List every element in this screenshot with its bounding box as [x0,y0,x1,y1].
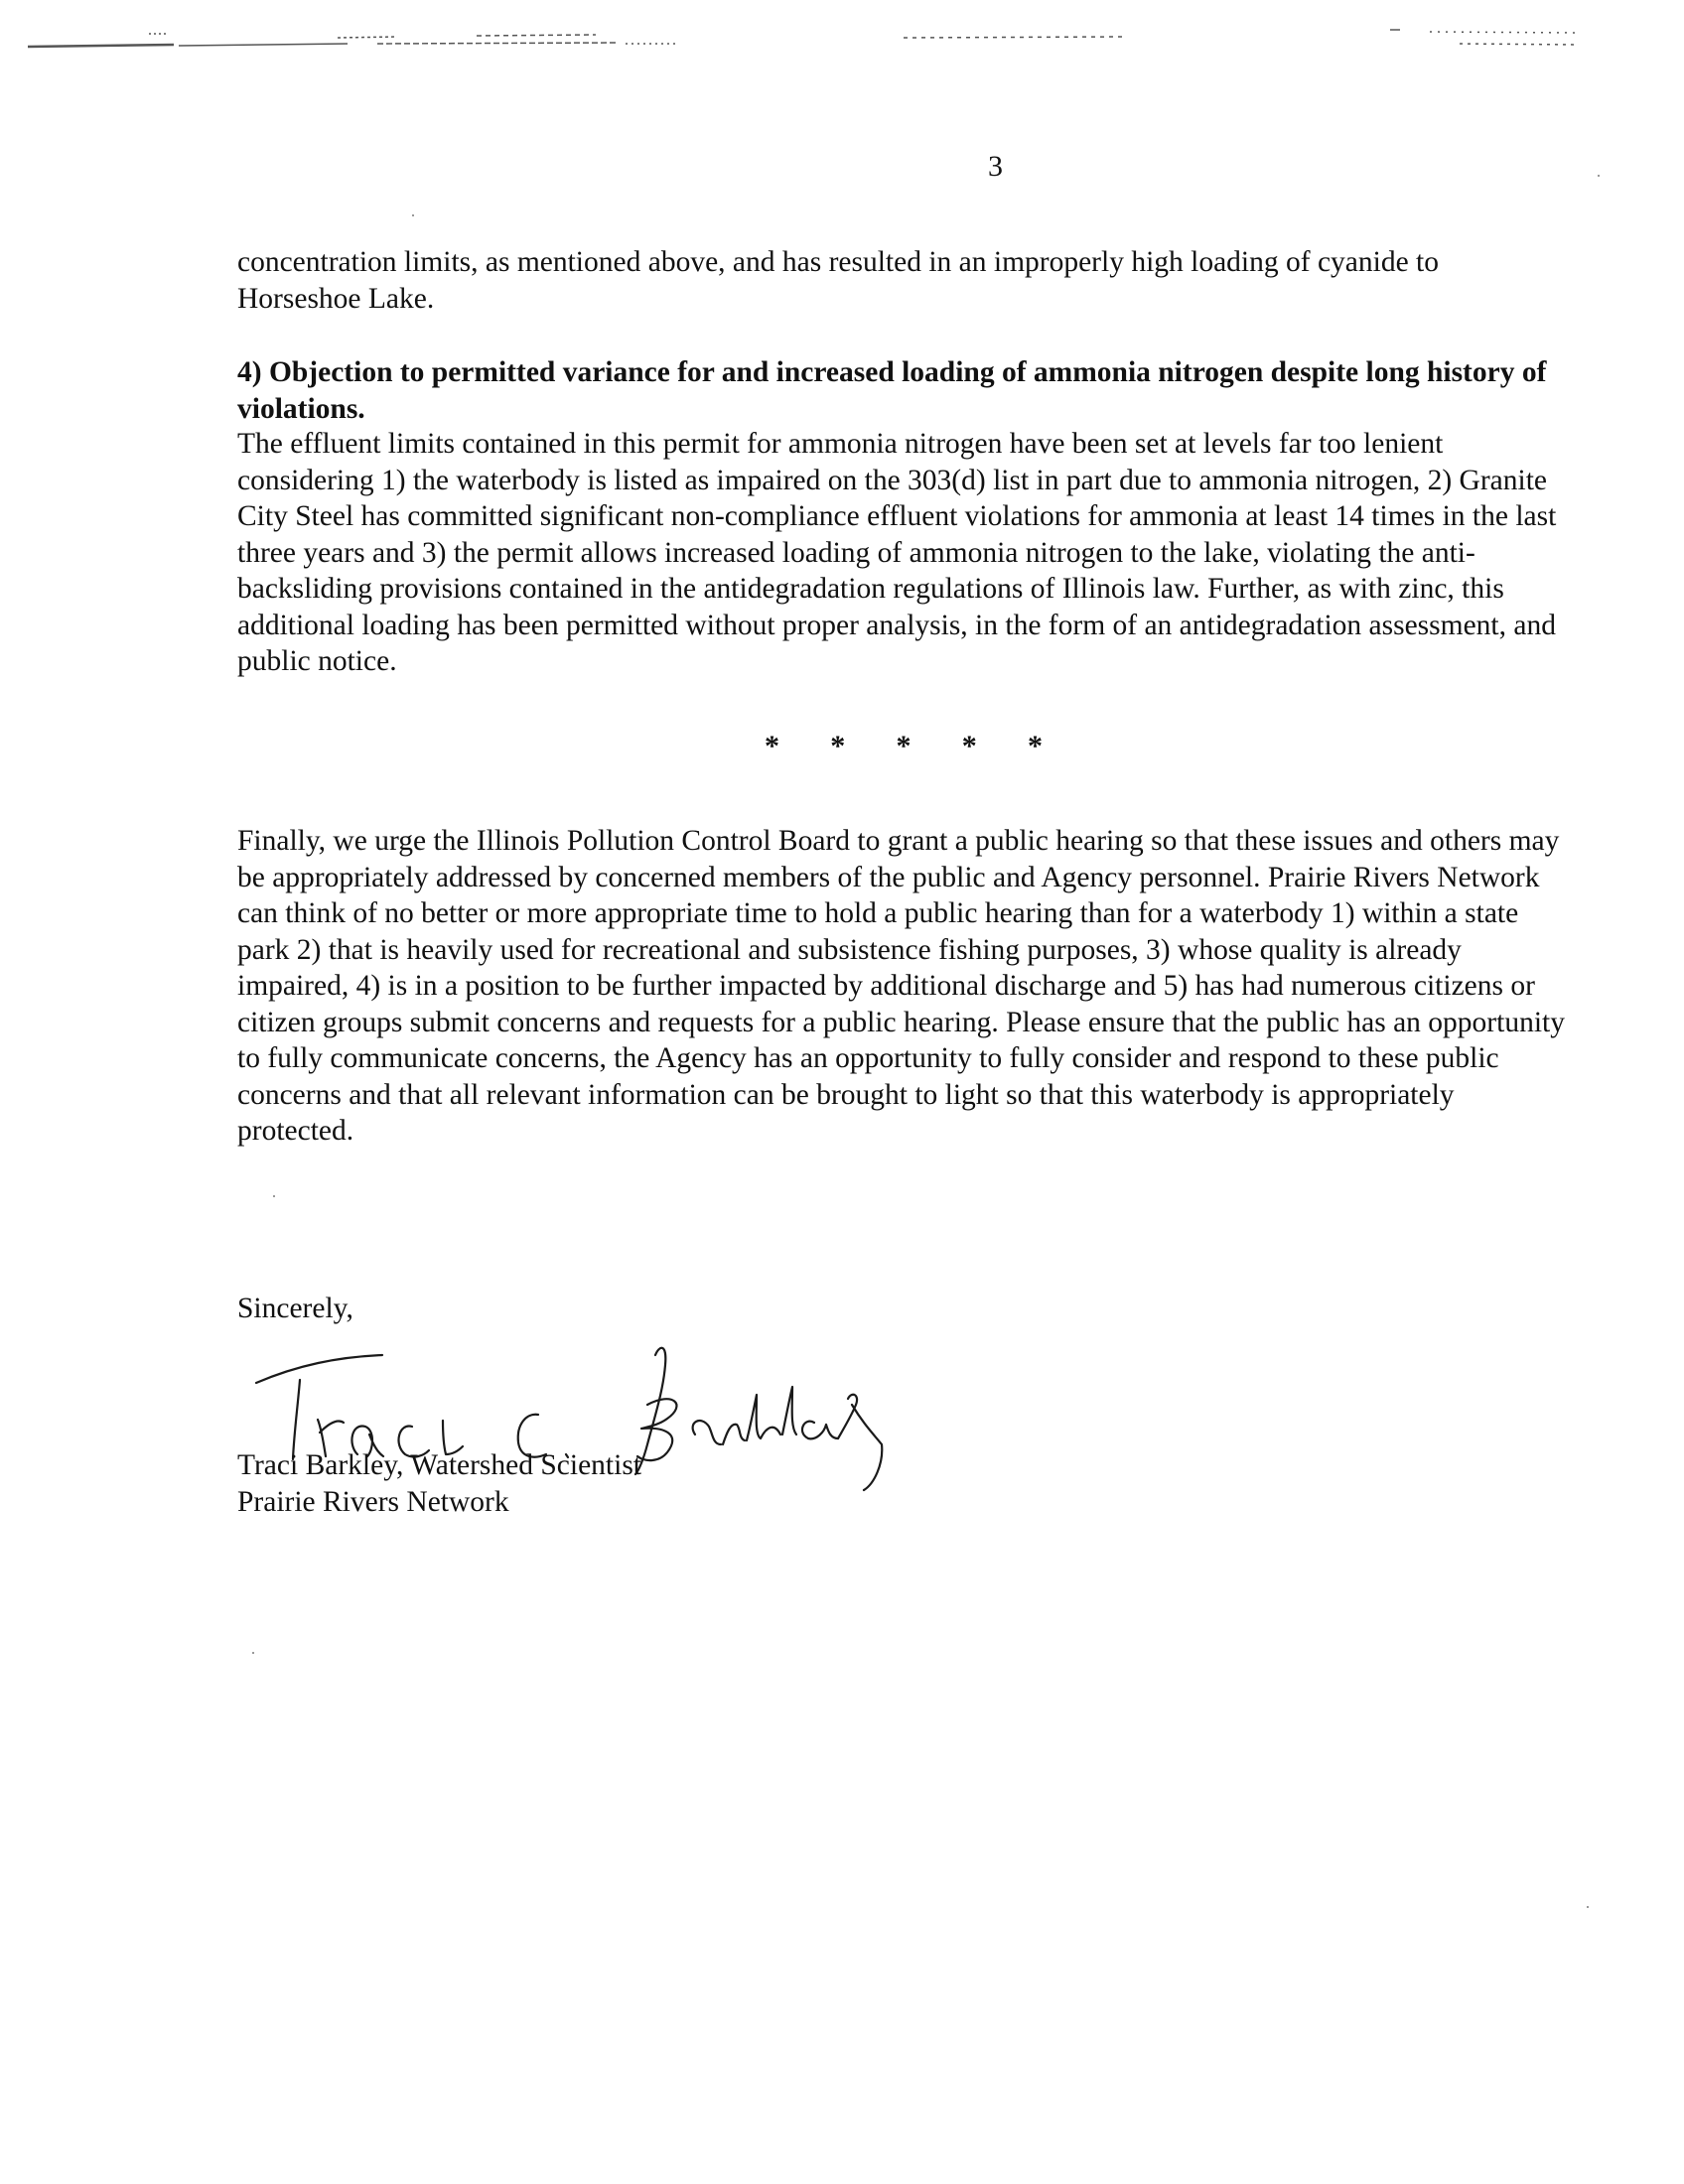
scan-speck [1598,175,1600,177]
section-separator [765,730,1043,763]
signer-block [237,1447,641,1520]
continued-paragraph-text: concentration limits, as mentioned above, and has resulted in an improperly high loading of cyanide to Horseshoe Lake. [237,246,1440,315]
separator-star: * [830,730,846,762]
page-number: 3 [988,150,1003,183]
closing-salutation: Sincerely, [237,1293,353,1324]
section-4-body [237,426,1568,680]
section-4-heading-text: 4) Objection to permitted variance for and increased loading of ammonia nitrogen despite long history of violations. [237,356,1547,425]
section-4-heading [237,354,1568,427]
scan-speck [252,1652,254,1654]
separator-star: * [765,730,779,762]
scan-header-artifacts [0,0,1684,60]
separator-star: * [961,730,977,762]
separator-star: * [896,730,912,762]
continued-paragraph [237,244,1568,317]
signer-organization: Prairie Rivers Network [237,1485,509,1518]
final-paragraph [237,823,1568,1150]
scan-speck [1587,1906,1589,1908]
separator-star: * [1028,730,1043,762]
section-4-body-text: The effluent limits contained in this permit for ammonia nitrogen have been set at levels far too lenient considering 1) the waterbody is listed as impaired on the 303(d) list in part due to ammonia nitrogen, 2) Granite City Steel has committed significant non-compliance effluent violations for ammonia at least 14 times in the last three years and 3) the permit allows increased loading of ammonia nitrogen to the lake, violating the anti-backsliding provisions contained in the antidegradation regulations of Illinois law. Further, as with zinc, this additional loading has been permitted without proper analysis, in the form of an antidegradation assessment, and public notice. [237,428,1557,677]
scan-speck [273,1195,275,1197]
signer-name-title: Traci Barkley, Watershed Scientist [237,1449,641,1481]
scan-speck [412,214,414,216]
final-paragraph-text: Finally, we urge the Illinois Pollution Control Board to grant a public hearing so that these issues and others may be appropriately addressed by concerned members of the public and Agency personnel. Prairie Rivers Network can think of no better or more appropriate time to hold a public hearing than for a waterbody 1) within a state park 2) that is heavily used for recreational and subsistence fishing purposes, 3) whose quality is already impaired, 4) is in a position to be further impacted by additional discharge and 5) has had numerous citizens or citizen groups submit concerns and requests for a public hearing. Please ensure that the public has an opportunity to fully communicate concerns, the Agency has an opportunity to fully consider and respond to these public concerns and that all relevant information can be brought to light so that this waterbody is appropriately protected. [237,825,1565,1147]
